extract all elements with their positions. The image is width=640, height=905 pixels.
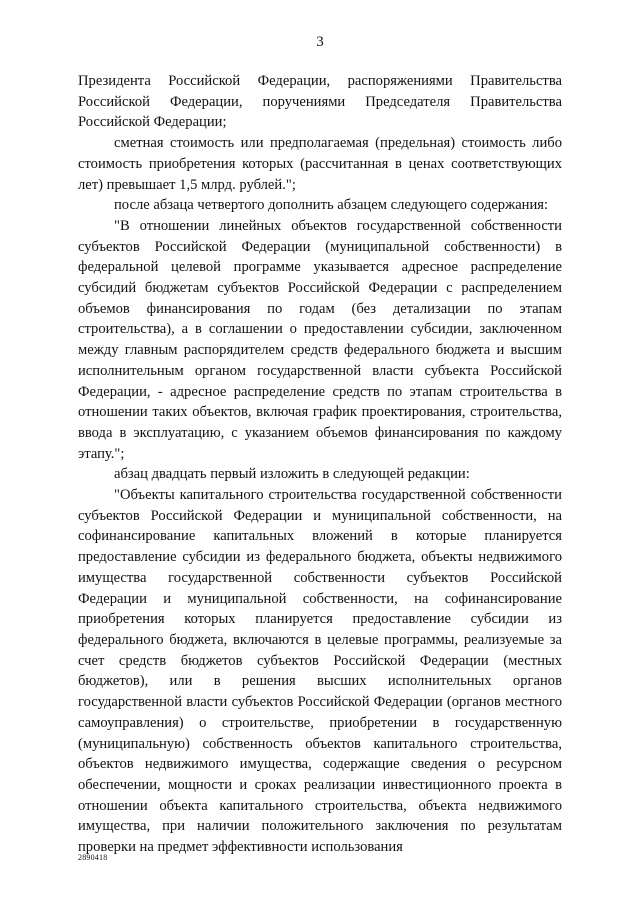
footer-document-code: 2890418 <box>78 853 108 862</box>
paragraph-capital-objects: "Объекты капитального строительства государственной собственности субъектов Российской Федерации и муниципальной собственности, на софинансирование капитальных вложений в которые планируется предоставление субсидии из федерального бюджета, объекты недвижимого имущества государственной собственности субъектов Российской Федерации и муниципальной собственности, на софинансирование приобретения которых планируется предоставление субсидии из федерального бюджета, включаются в целевые программы, реализуемые за счет средств бюджетов субъектов Российской Федерации (местных бюджетов), или в решения высших исполнительных органов государственной власти субъектов Российской Федерации (органов местного самоуправления) о строительстве, приобретении в государственную (муниципальную) собственность объектов капитального строительства, объектов недвижимого имущества, содержащие сведения о ресурсном обеспечении, мощности и сроках реализации инвестиционного проекта в отношении объекта капитального строительства, объекта недвижимого имущества, при наличии положительного заключения по результатам проверки на предмет эффективности использования <box>78 487 562 856</box>
paragraph-amendment-instruction-2: абзац двадцать первый изложить в следующей редакции: <box>114 466 470 483</box>
paragraph-amendment-instruction-1: после абзаца четвертого дополнить абзацем следующего содержания: <box>114 197 549 214</box>
page-number: 3 <box>316 34 324 50</box>
document-body <box>78 71 562 858</box>
paragraph-continuation: Президента Российской Федерации, распоряжениями Правительства Российской Федерации, поручениями Председателя Правительства Российской Федерации; <box>78 73 562 131</box>
paragraph-estimated-cost: сметная стоимость или предполагаемая (предельная) стоимость либо стоимость приобретения которых (рассчитанная в ценах соответствующих лет) превышает 1,5 млрд. рублей."; <box>78 135 562 193</box>
paragraph-linear-objects: "В отношении линейных объектов государственной собственности субъектов Российской Федерации (муниципальной собственности) в федеральной целевой программе указывается адресное распределение субсидий бюджетам субъектов Российской Федерации с распределением объемов финансирования по годам (без детализации по этапам строительства), а в соглашении о предоставлении субсидии, заключенном между главным распорядителем средств федерального бюджета и высшим исполнительным органом государственной власти субъекта Российской Федерации, - адресное распределение средств по этапам строительства в отношении таких объектов, включая график проектирования, строительства, ввода в эксплуатацию, с указанием объемов финансирования по каждому этапу."; <box>78 217 562 462</box>
